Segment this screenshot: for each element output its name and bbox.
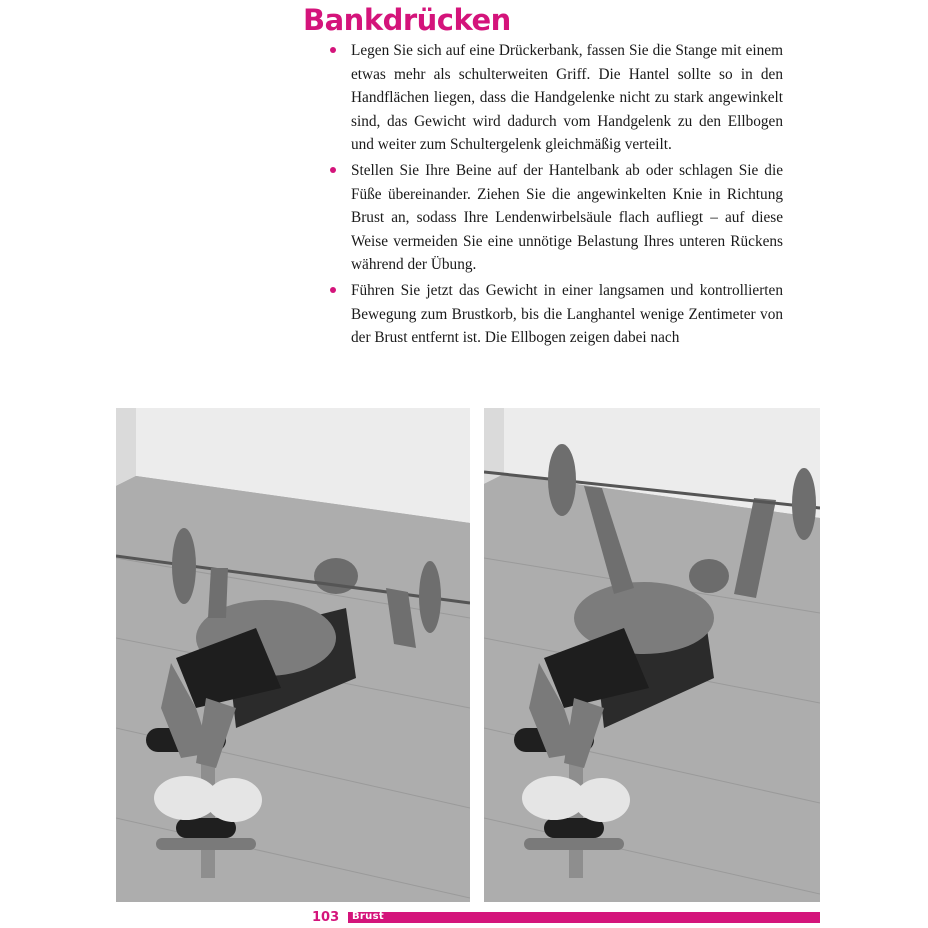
- bench-press-lowered-illustration: [116, 408, 470, 902]
- bullet-dot-icon: [330, 47, 336, 53]
- instruction-list: [330, 39, 783, 352]
- bullet-dot-icon: [330, 167, 336, 173]
- list-item: [330, 39, 783, 157]
- bench-press-extended-illustration: [484, 408, 820, 902]
- footer-bar: [348, 912, 820, 923]
- page-title: Bankdrücken: [303, 3, 511, 37]
- list-item-text: Führen Sie jetzt das Gewicht in einer langsamen und kontrollierten Bewegung zum Brustkorb, bis die Langhantel wenige Zentimeter von der Brust entfernt ist. Die Ellbogen zeigen dabei nach: [351, 281, 783, 347]
- page-number: 103: [312, 910, 340, 925]
- list-item-text: Legen Sie sich auf eine Drückerbank, fassen Sie die Stange mit einem etwas mehr als schulterweiten Griff. Die Hantel sollte so in den Handflächen liegen, dass die Handgelenke nicht zu stark angewinkelt sind, das Gewicht wird dadurch vom Handgelenk zu den Ellbogen und weiter zum Schultergelenk gleichmäßig verteilt.: [351, 42, 783, 154]
- section-label: Brust: [352, 911, 384, 922]
- exercise-photo-start: [116, 408, 470, 902]
- bullet-dot-icon: [330, 287, 336, 293]
- list-item: [330, 279, 783, 350]
- exercise-photo-end: [484, 408, 820, 902]
- list-item: [330, 159, 783, 277]
- list-item-text: Stellen Sie Ihre Beine auf der Hantelbank ab oder schlagen Sie die Füße übereinander. Ziehen Sie die angewinkelten Knie in Richtung Brust an, sodass Ihre Lendenwirbelsäule flach aufliegt – auf diese Weise vermeiden Sie eine unnötige Belastung Ihres unteren Rückens während der Übung.: [351, 161, 783, 274]
